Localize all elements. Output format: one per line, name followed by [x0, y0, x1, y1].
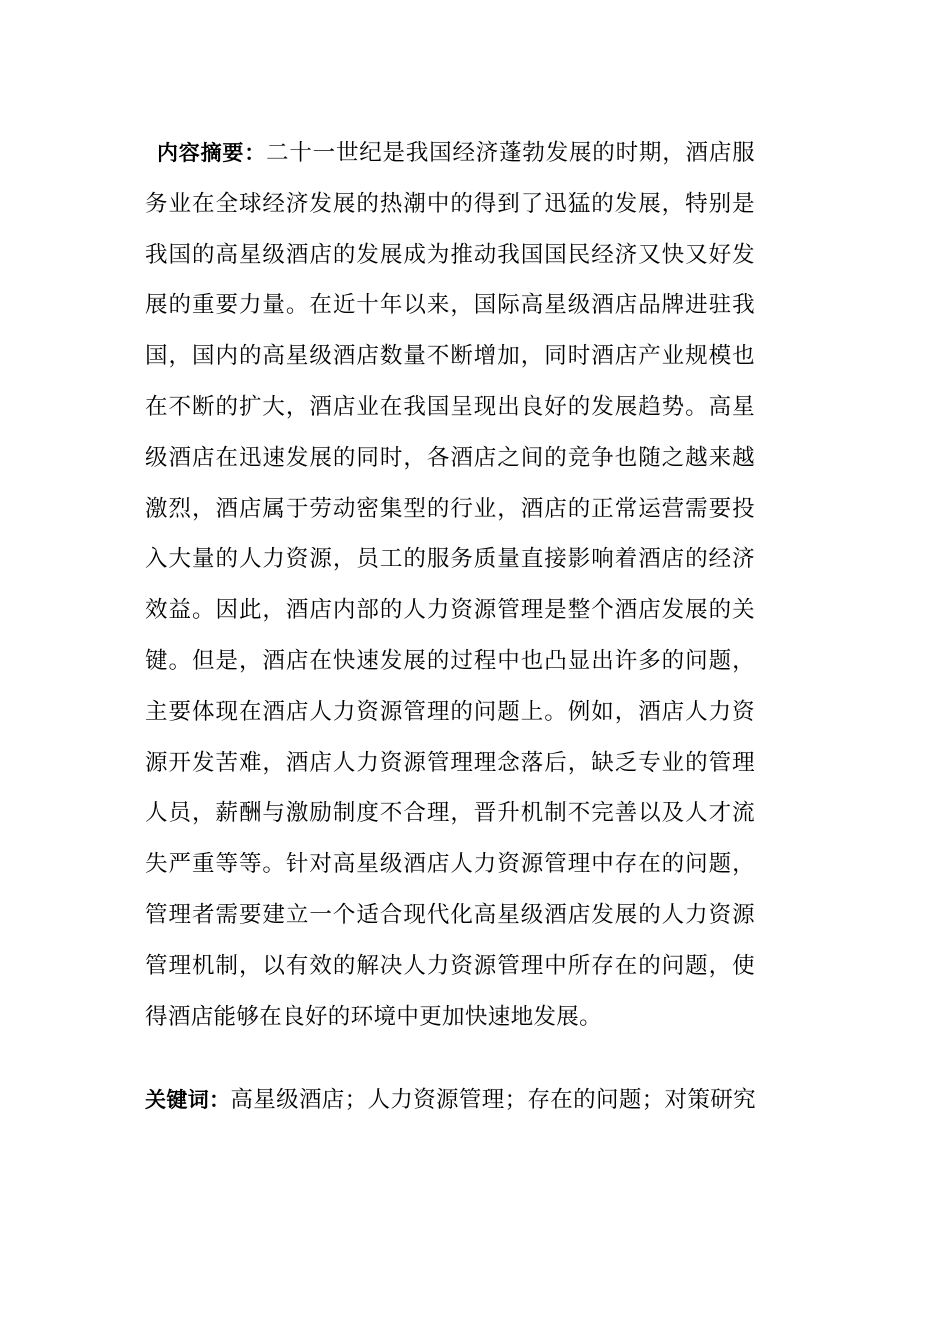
abstract-paragraph: [145, 128, 755, 1042]
keywords-paragraph: [145, 1075, 765, 1125]
abstract-label: 内容摘要：: [157, 141, 267, 165]
abstract-text: 二十一世纪是我国经济蓬勃发展的时期，酒店服务业在全球经济发展的热潮中的得到了迅猛的发展，特别是我国的高星级酒店的发展成为推动我国国民经济又快又好发展的重要力量。在近十年以来，国际高星级酒店品牌进驻我国，国内的高星级酒店数量不断增加，同时酒店产业规模也在不断的扩大，酒店业在我国呈现出良好的发展趋势。高星级酒店在迅速发展的同时，各酒店之间的竞争也随之越来越激烈，酒店属于劳动密集型的行业，酒店的正常运营需要投入大量的人力资源，员工的服务质量直接影响着酒店的经济效益。因此，酒店内部的人力资源管理是整个酒店发展的关键。但是，酒店在快速发展的过程中也凸显出许多的问题，主要体现在酒店人力资源管理的问题上。例如，酒店人力资源开发苦难，酒店人力资源管理理念落后，缺乏专业的管理人员，薪酬与激励制度不合理，晋升机制不完善以及人才流失严重等等。针对高星级酒店人力资源管理中存在的问题，管理者需要建立一个适合现代化高星级酒店发展的人力资源管理机制，以有效的解决人力资源管理中所存在的问题，使得酒店能够在良好的环境中更加快速地发展。: [145, 140, 755, 1030]
keywords-text: 高星级酒店；人力资源管理；存在的问题；对策研究: [230, 1087, 756, 1113]
keywords-label: 关键词：: [145, 1088, 231, 1112]
